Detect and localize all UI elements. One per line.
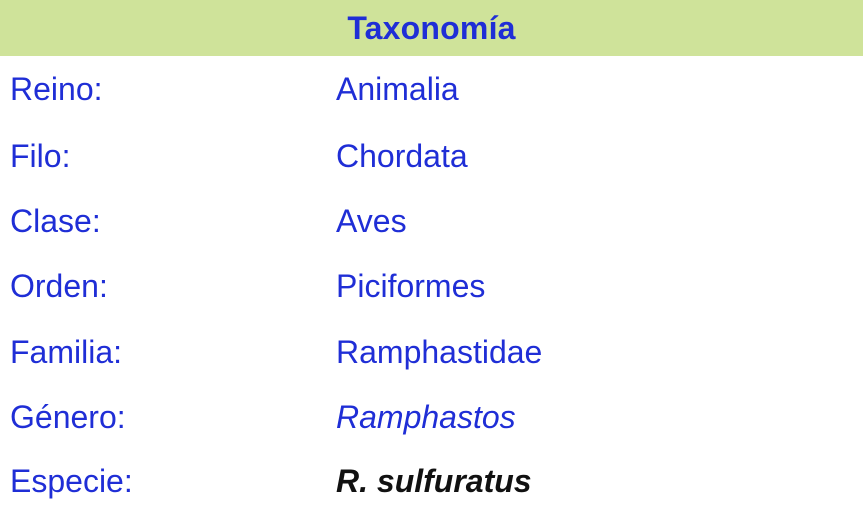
taxonomy-row-reino <box>0 56 863 122</box>
taxonomy-row-orden <box>0 253 863 319</box>
taxonomy-row-familia <box>0 319 863 385</box>
filo-value-link[interactable]: Chordata <box>336 138 468 174</box>
orden-value-link[interactable]: Piciformes <box>336 268 486 304</box>
taxonomy-header <box>0 0 863 56</box>
taxonomy-row-genero <box>0 384 863 450</box>
especie-value: R. sulfuratus <box>336 463 532 499</box>
clase-value-link[interactable]: Aves <box>336 203 407 239</box>
especie-label[interactable]: Especie: <box>10 463 133 499</box>
taxonomy-row-especie <box>0 448 863 508</box>
taxonomy-row-filo <box>0 123 863 189</box>
genero-label[interactable]: Género: <box>10 399 126 435</box>
familia-label[interactable]: Familia: <box>10 334 123 370</box>
orden-label[interactable]: Orden: <box>10 268 108 304</box>
familia-value-link[interactable]: Ramphastidae <box>336 334 543 370</box>
reino-value-link[interactable]: Animalia <box>336 71 459 107</box>
reino-label[interactable]: Reino: <box>10 71 103 107</box>
genero-value-link[interactable]: Ramphastos <box>336 399 516 435</box>
taxonomy-row-clase <box>0 188 863 254</box>
filo-label[interactable]: Filo: <box>10 138 71 174</box>
taxonomy-title[interactable]: Taxonomía <box>347 10 516 46</box>
clase-label[interactable]: Clase: <box>10 203 101 239</box>
